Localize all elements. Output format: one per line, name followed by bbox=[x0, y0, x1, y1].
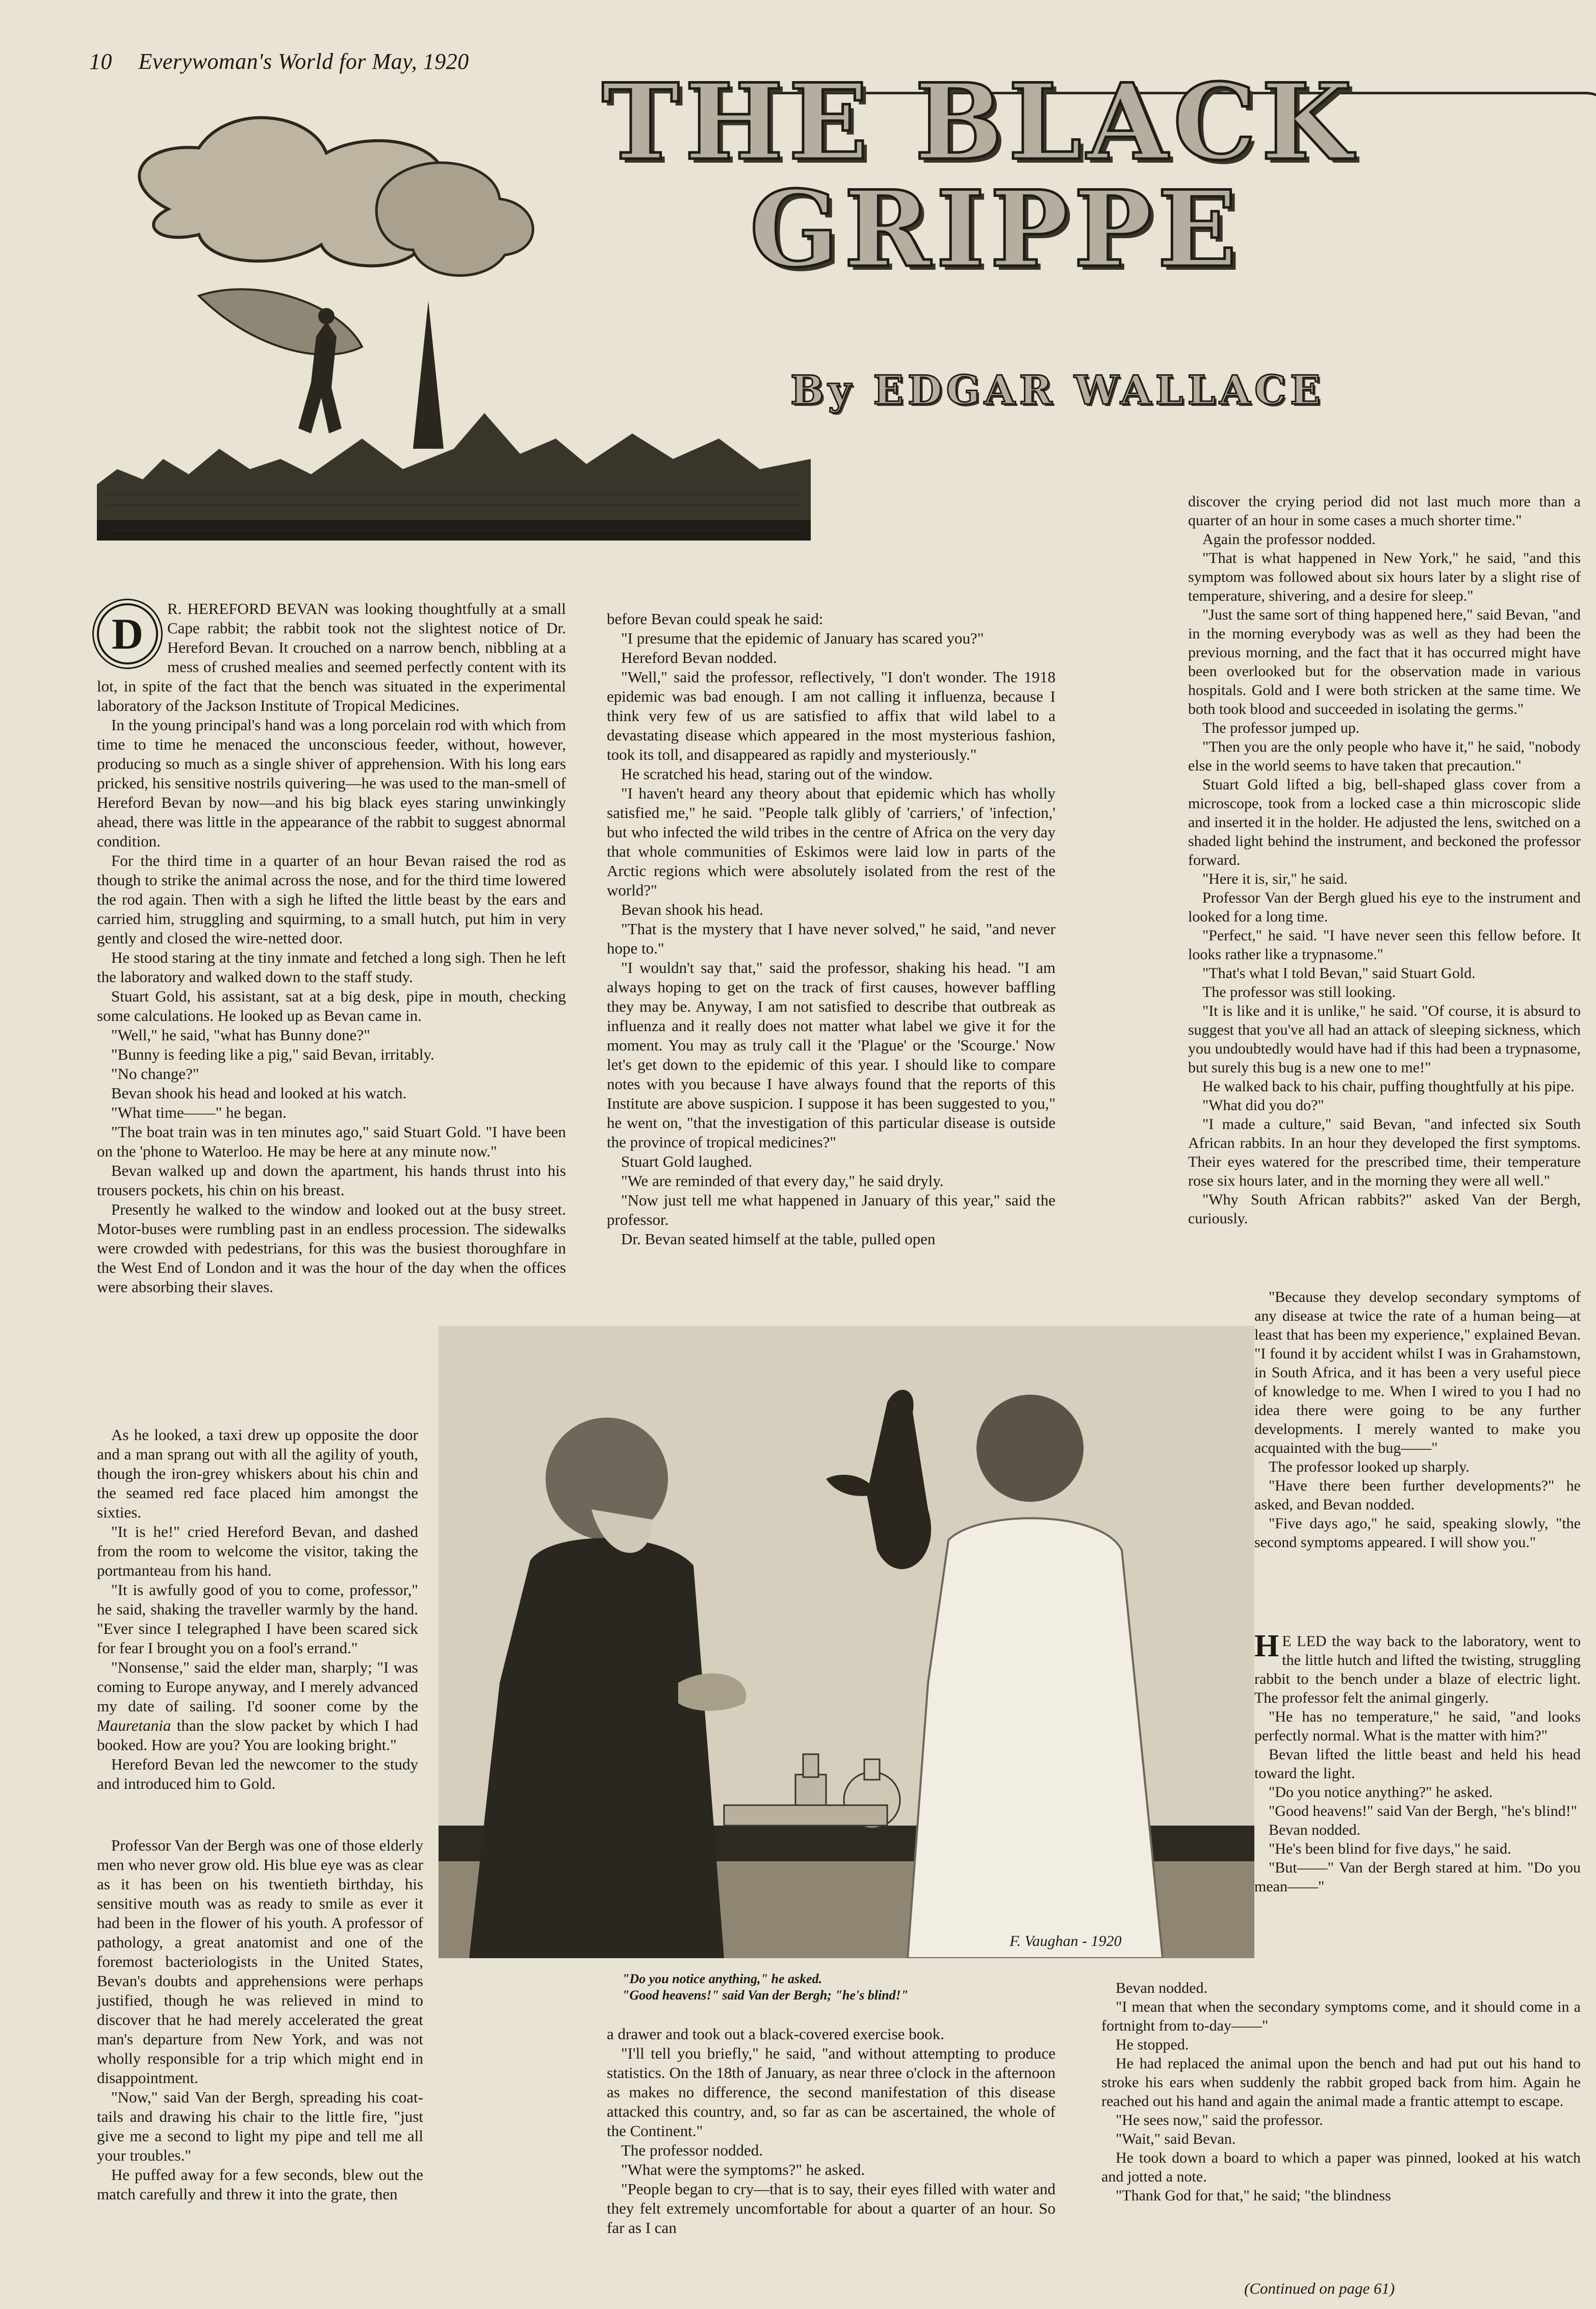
paragraph: "Then you are the only people who have it," he said, "nobody else in the world seems to have taken that precaution." bbox=[1188, 738, 1581, 774]
paragraph: "Well," he said, "what has Bunny done?" bbox=[111, 1026, 370, 1044]
paragraph: "Five days ago," he said, speaking slowly, "the second symptoms appeared. I will show you." bbox=[1254, 1515, 1581, 1551]
paragraph: "That is what happened in New York," he said, "and this symptom was followed about six hours later by a slight rise of temperature, shivering, and a desire for sleep." bbox=[1188, 550, 1581, 604]
paragraph: Bevan nodded. bbox=[1269, 1821, 1360, 1838]
paragraph: Again the professor nodded. bbox=[1202, 531, 1376, 548]
paragraph: "I haven't heard any theory about that epidemic which has wholly satisfied me," he said. "People talk glibly of 'carriers,' of 'infection,' but who infected the wild tribes in the centre of Africa on the very day that whole communities of Eskimos were laid low in parts of the Arctic regions which were absolutely isolated from the rest of the world?" bbox=[607, 784, 1056, 899]
paragraph: "I presume that the epidemic of January has scared you?" bbox=[621, 629, 984, 647]
column-1-bottom bbox=[97, 1836, 423, 2204]
paragraph: Stuart Gold laughed. bbox=[621, 1152, 753, 1170]
paragraph: "What time——" he began. bbox=[111, 1104, 287, 1121]
paragraph: He walked back to his chair, puffing thoughtfully at his pipe. bbox=[1202, 1078, 1575, 1095]
article-title-line2: GRIPPE bbox=[750, 168, 1242, 291]
column-3-end bbox=[1101, 1979, 1581, 2205]
paragraph: "Bunny is feeding like a pig," said Bevan, irritably. bbox=[111, 1045, 434, 1063]
paragraph: "I mean that when the secondary symptoms come, and it should come in a fortnight from to-day——" bbox=[1101, 1998, 1581, 2034]
paragraph: "Have there been further developments?" he asked, and Bevan nodded. bbox=[1254, 1477, 1581, 1513]
paragraph: "That is the mystery that I have never solved," he said, "and never hope to." bbox=[607, 920, 1056, 957]
paragraph: He stopped. bbox=[1116, 2036, 1189, 2053]
paragraph: The professor was still looking. bbox=[1202, 984, 1396, 1000]
paragraph: "Now just tell me what happened in January of this year," said the professor. bbox=[607, 1191, 1056, 1228]
paragraph: Bevan lifted the little beast and held his head toward the light. bbox=[1254, 1746, 1581, 1782]
paragraph: Stuart Gold lifted a big, bell-shaped glass cover from a microscope, took from a locked case a thin microscopic slide and inserted it in the holder. He adjusted the lens, switched on a shaded light behind the instrument, and beckoned the professor forward. bbox=[1188, 776, 1581, 868]
article-illustration bbox=[439, 1326, 1254, 1958]
paragraph: Hereford Bevan nodded. bbox=[621, 649, 777, 666]
byline: By EDGAR WALLACE bbox=[790, 367, 1325, 414]
column-3-bottom bbox=[1254, 1629, 1581, 1896]
paragraph: "Well," said the professor, reflectively, "I don't wonder. The 1918 epidemic was bad enough. I am not calling it influenza, because I think very few of us are satisfied to affix that wild label to a devastating disease which appeared in the most mysterious fashion, took its toll, and disappeared as rapidly and mysteriously." bbox=[607, 668, 1056, 763]
section-initial: H bbox=[1254, 1629, 1279, 1663]
paragraph: He stood staring at the tiny inmate and fetched a long sigh. Then he left the laboratory and walked down to the staff study. bbox=[97, 948, 566, 986]
paragraph: "That's what I told Bevan," said Stuart Gold. bbox=[1202, 965, 1476, 982]
page-header bbox=[89, 48, 469, 74]
paragraph: "He has no temperature," he said, "and looks perfectly normal. What is the matter with him?" bbox=[1254, 1708, 1581, 1744]
paragraph: As he looked, a taxi drew up opposite the door and a man sprang out with all the agility of youth, though the iron-grey whiskers about his chin and the seamed red face placed him amongst the sixties. bbox=[97, 1426, 418, 1521]
paragraph: The professor nodded. bbox=[621, 2141, 763, 2159]
paragraph: He scratched his head, staring out of the window. bbox=[621, 765, 933, 783]
paragraph: "What were the symptoms?" he asked. bbox=[621, 2161, 865, 2178]
column-1 bbox=[97, 599, 566, 1297]
paragraph: "Good heavens!" said Van der Bergh, "he's blind!" bbox=[1269, 1803, 1577, 1819]
paragraph: For the third time in a quarter of an hour Bevan raised the rod as though to strike the animal across the nose, and for the third time lowered the rod again. Then with a sigh he lifted the little beast by the ears and carried him, struggling and squirming, to a small hutch, put him in very gently and closed the wire-netted door. bbox=[97, 852, 566, 947]
paragraph: In the young principal's hand was a long porcelain rod with which from time to time he menaced the unconscious feeder, without, however, producing so much as a single shiver of apprehension. With his long ears pricked, his sensitive nostrils quivering—he was used to the man-smell of Hereford Bevan by now—and his big black eyes staring unwinkingly ahead, there was little in the appearance of the rabbit to suggest abnormal condition. bbox=[97, 716, 566, 850]
paragraph: Bevan shook his head. bbox=[621, 901, 763, 918]
paragraph: Bevan shook his head and looked at his watch. bbox=[111, 1084, 407, 1102]
artist-signature: F. Vaughan - 1920 bbox=[1010, 1933, 1122, 1949]
paragraph: "Nonsense," said the elder man, sharply; "I was coming to Europe anyway, and I merely advanced my date of sailing. I'd sooner come by the Mauretania than the slow packet by which I had booked. How are you? You are looking bright." bbox=[97, 1658, 418, 1754]
paragraph: Hereford Bevan led the newcomer to the study and introduced him to Gold. bbox=[97, 1755, 418, 1792]
paragraph: "Why South African rabbits?" asked Van der Bergh, curiously. bbox=[1188, 1191, 1581, 1227]
paragraph: He took down a board to which a paper was pinned, looked at his watch and jotted a note. bbox=[1101, 2149, 1581, 2185]
illustration-caption bbox=[622, 1971, 1081, 2004]
continued-note: (Continued on page 61) bbox=[1244, 2279, 1395, 2297]
paragraph: "It is like and it is unlike," he said. "Of course, it is absurd to suggest that you've all had an attack of sleeping sickness, which you undoubtedly would have had if this had been a trypnasome, but surely this bug is a new one to me!" bbox=[1188, 1003, 1581, 1076]
paragraph: a drawer and took out a black-covered exercise book. bbox=[607, 2025, 944, 2043]
paragraph: "Here it is, sir," he said. bbox=[1202, 870, 1348, 887]
paragraph: discover the crying period did not last much more than a quarter of an hour in some cases a much shorter time." bbox=[1188, 493, 1581, 529]
paragraph: "It is he!" cried Hereford Bevan, and dashed from the room to welcome the visitor, taking the portmanteau from his hand. bbox=[97, 1523, 418, 1579]
paragraph: "He sees now," said the professor. bbox=[1116, 2112, 1323, 2128]
paragraph: "People began to cry—that is to say, their eyes filled with water and they felt extremely uncomfortable for about a quarter of an hour. So far as I can bbox=[607, 2180, 1056, 2237]
drop-cap: D bbox=[97, 603, 158, 664]
paragraph: Presently he walked to the window and looked out at the busy street. Motor-buses were rumbling past in an endless procession. The sidewalks were crowded with pedestrians, for this was the busiest thoroughfare in the West End of London and it was the hour of the day when the offices were absorbing their slaves. bbox=[97, 1200, 566, 1296]
scientists-illustration bbox=[439, 1326, 1254, 1958]
column-2 bbox=[607, 609, 1056, 1249]
paragraph: Professor Van der Bergh was one of those elderly men who never grow old. His blue eye was as clear as it has been on his twentieth birthday, his sensitive mouth was as ready to smile as ever it had been in the flower of his youth. A professor of pathology, a great anatomist and one of the foremost bacteriologists in the United States, Bevan's doubts and apprehensions were perhaps justified, though he was relieved in mind to discover that he had merely accelerated the great man's departure from New York, and was not wholly responsible for a trip which might end in disappointment. bbox=[97, 1836, 423, 2087]
paragraph: "I made a culture," said Bevan, "and infected six South African rabbits. In an hour they developed the first symptoms. Their eyes watered for the prescribed time, their temperature rose six hours later, and in the morning they were all well." bbox=[1188, 1116, 1581, 1189]
paragraph: "He's been blind for five days," he said. bbox=[1269, 1840, 1511, 1857]
paragraph: Dr. Bevan seated himself at the table, pulled open bbox=[621, 1230, 936, 1248]
paragraph: "The boat train was in ten minutes ago," said Stuart Gold. "I have been on the 'phone to Waterloo. He may be here at any minute now." bbox=[97, 1123, 566, 1160]
caption-line-2: "Good heavens!" said Van der Bergh; "he's blind!" bbox=[622, 1988, 909, 2003]
paragraph: "But——" Van der Bergh stared at him. "Do you mean——" bbox=[1254, 1859, 1581, 1895]
paragraph: "Thank God for that," he said; "the blindness bbox=[1116, 2187, 1391, 2204]
paragraph: "Now," said Van der Bergh, spreading his coat-tails and drawing his chair to the little fire, "just give me a second to light my pipe and tell me all your troubles." bbox=[97, 2088, 423, 2164]
paragraph: Stuart Gold, his assistant, sat at a big desk, pipe in mouth, checking some calculations. He looked up as Bevan came in. bbox=[97, 987, 566, 1024]
ship-name: Mauretania bbox=[97, 1716, 171, 1734]
paragraph: The professor looked up sharply. bbox=[1269, 1458, 1470, 1475]
paragraph: The professor jumped up. bbox=[1202, 720, 1360, 736]
paragraph: He puffed away for a few seconds, blew out the match carefully and threw it into the grate, then bbox=[97, 2166, 423, 2203]
paragraph: Professor Van der Bergh glued his eye to the instrument and looked for a long time. bbox=[1188, 889, 1581, 925]
column-3 bbox=[1188, 492, 1581, 1228]
paragraph: "I'll tell you briefly," he said, "and without attempting to produce statistics. On the 18th of January, as near three o'clock in the afternoon as makes no difference, the second manifestation of this disease attacked this country, and, so far as can be ascertained, the whole of the Continent." bbox=[607, 2044, 1056, 2140]
paragraph: "I wouldn't say that," said the professor, shaking his head. "I am always hoping to get on the track of first causes, however baffling they may be. Anyway, I am not satisfied to describe that outbreak as influenza and it really does not matter what label we give it for the moment. You may as truly call it the 'Plague' or the 'Scourge.' Now let's get down to the epidemic of this year. I should like to compare notes with you because I have always found that the reports of this Institute are above suspicion. I suppose it has been suggested to you," he went on, "that the investigation of this particular disease is outside the province of tropical medicines?" bbox=[607, 959, 1056, 1151]
paragraph: He had replaced the animal upon the bench and had put out his hand to stroke his ears when suddenly the rabbit groped back from him. Again he reached out his hand and again the animal made a frantic attempt to escape. bbox=[1101, 2055, 1581, 2110]
paragraph: "Do you notice anything?" he asked. bbox=[1269, 1784, 1493, 1801]
paragraph: "Perfect," he said. "I have never seen this fellow before. It looks rather like a trypnasome." bbox=[1188, 927, 1581, 963]
paragraph: before Bevan could speak he said: bbox=[607, 610, 823, 628]
paragraph: "No change?" bbox=[111, 1065, 199, 1083]
column-3-lower bbox=[1254, 1288, 1581, 1552]
caption-line-1: "Do you notice anything," he asked. bbox=[622, 1971, 822, 1986]
paragraph: H E LED the way back to the laboratory, went to the little hutch and lifted the twisting, struggling rabbit to the bench under a blaze of electric light. The professor felt the animal gingerly. bbox=[1254, 1629, 1581, 1706]
paragraph: "Because they develop secondary symptoms of any disease at twice the rate of a human being—at least that has been my experience," explained Bevan. "I found it by accident whilst I was in Grahamstown, in South Africa, and it has been a very useful piece of knowledge to me. When I wired to you I had no idea there were going to be any further developments. I merely wanted to make you acquainted with the bug——" bbox=[1254, 1289, 1581, 1456]
column-2-bottom bbox=[607, 2024, 1056, 2238]
article-title-line1: THE BLACK bbox=[602, 61, 1357, 184]
page-number: 10 bbox=[89, 49, 112, 74]
paragraph: "We are reminded of that every day," he said dryly. bbox=[621, 1172, 944, 1190]
column-1-lower bbox=[97, 1425, 418, 1793]
paragraph: "Just the same sort of thing happened here," said Bevan, "and in the morning everybody was as well as they had been the previous morning, and the fact that it has occurred might have been overlooked but for the observation made in various hospitals. Gold and I were both stricken at the same time. We both took blood and succeeded in isolating the germs." bbox=[1188, 606, 1581, 717]
paragraph: "Wait," said Bevan. bbox=[1116, 2131, 1236, 2147]
paragraph: R. HEREFORD BEVAN was looking thoughtfully at a small Cape rabbit; the rabbit took not the slightest notice of Dr. Hereford Bevan. It crouched on a narrow bench, nibbling at a mess of crushed mealies and seemed perfectly content with its lot, in spite of the fact that the bench was situated in the experimental laboratory of the Jackson Institute of Tropical Medicines. bbox=[97, 600, 566, 714]
publication-line: Everywoman's World for May, 1920 bbox=[138, 49, 469, 74]
paragraph: "It is awfully good of you to come, professor," he said, shaking the traveller warmly by the hand. "Ever since I telegraphed I have been scared sick for fear I brought you on a fool's errand." bbox=[97, 1581, 418, 1657]
paragraph: Bevan nodded. bbox=[1116, 1980, 1207, 1996]
paragraph: Bevan walked up and down the apartment, his hands thrust into his trousers pockets, his chin on his breast. bbox=[97, 1162, 566, 1199]
paragraph: "What did you do?" bbox=[1202, 1097, 1324, 1114]
